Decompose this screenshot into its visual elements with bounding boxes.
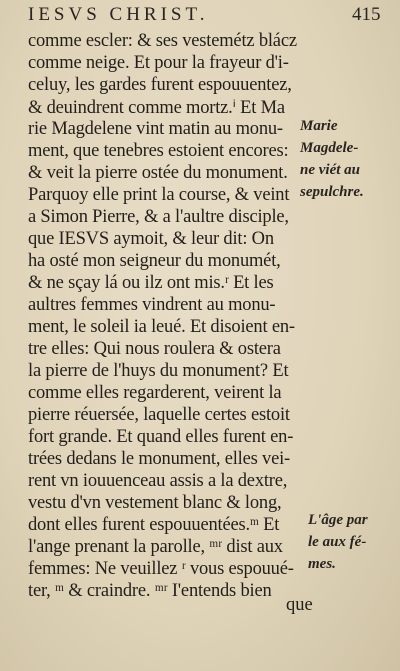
text-line: trées dedans le monument, elles vei-: [28, 449, 290, 469]
text-line: l'ange prenant la parolle, ᵐʳ dist aux: [28, 537, 283, 557]
text-line: aultres femmes vindrent au monu-: [28, 295, 276, 315]
margin-note: Magdele-: [300, 140, 359, 156]
text-line: ment, le soleil ia leué. Et disoient en-: [28, 317, 295, 337]
text-line: que IESVS aymoit, & leur dit: On: [28, 229, 274, 249]
running-head: IESVS CHRIST.: [28, 4, 209, 25]
text-line: vestu d'vn vestement blanc & long,: [28, 493, 282, 513]
text-line: femmes: Ne veuillez ʳ vous espouué-: [28, 559, 294, 579]
text-line: comme elles regarderent, veirent la: [28, 383, 282, 403]
text-line: a Simon Pierre, & a l'aultre disciple,: [28, 207, 289, 227]
margin-note: sepulchre.: [300, 184, 364, 200]
text-line: ha osté mon seigneur du monumét,: [28, 251, 281, 271]
catchword: que: [286, 595, 313, 615]
page-number: 415: [352, 4, 381, 25]
text-line: ment, que tenebres estoient encores:: [28, 141, 289, 161]
text-line: & ne sçay lá ou ilz ont mis.ʳ Et les: [28, 273, 274, 293]
text-line: fort grande. Et quand elles furent en-: [28, 427, 294, 447]
text-line: celuy, les gardes furent espouuentez,: [28, 75, 292, 95]
text-line: & deuindrent comme mortz.ⁱ Et Ma: [28, 98, 285, 118]
text-line: rent vn iouuenceau assis a la dextre,: [28, 471, 288, 491]
text-line: comme neige. Et pour la frayeur d'i-: [28, 53, 289, 73]
text-line: & veit la pierre ostée du monument.: [28, 163, 288, 183]
margin-note: Marie: [300, 118, 338, 134]
text-line: dont elles furent espouuentées.ᵐ Et: [28, 515, 280, 535]
margin-note: mes.: [308, 556, 336, 572]
text-line: la pierre de l'huys du monument? Et: [28, 361, 289, 381]
text-line: pierre réuersée, laquelle certes estoit: [28, 405, 290, 425]
text-line: rie Magdelene vint matin au monu-: [28, 119, 283, 139]
text-line: comme escler: & ses vestemétz blácz: [28, 31, 297, 51]
text-line: tre elles: Qui nous roulera & ostera: [28, 339, 281, 359]
text-line: Parquoy elle print la course, & veint: [28, 185, 290, 205]
margin-note: le aux fé-: [308, 534, 367, 550]
margin-note: ne viét au: [300, 162, 360, 178]
margin-note: L'âge par: [308, 512, 368, 528]
text-line: ter, ᵐ & craindre. ᵐʳ I'entends bien: [28, 581, 272, 601]
